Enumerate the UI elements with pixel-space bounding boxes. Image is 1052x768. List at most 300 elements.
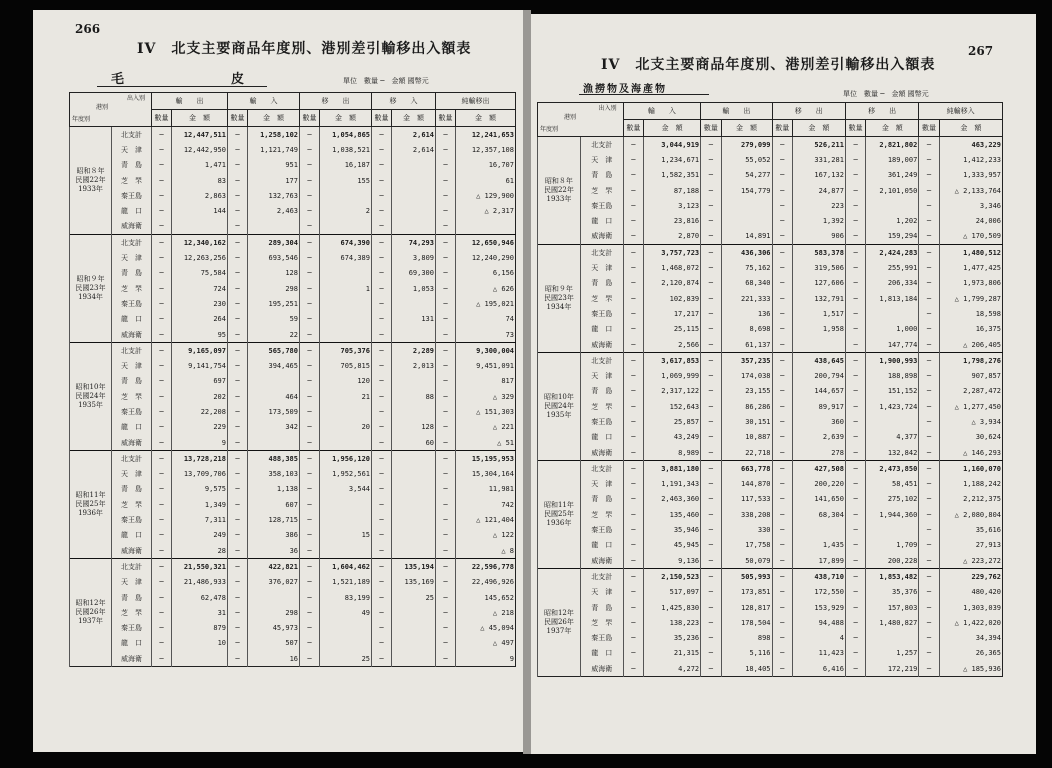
- amount-cell: 1,973,806: [939, 276, 1002, 291]
- amount-cell: 724: [172, 281, 228, 296]
- table-row-subtotal: [538, 137, 1003, 153]
- amount-cell: △ 206,405: [939, 337, 1002, 353]
- quantity-cell: ─: [772, 384, 792, 399]
- year-label: 1934年: [78, 293, 103, 302]
- amount-cell: △ 626: [456, 281, 516, 296]
- amount-cell: 75,162: [721, 260, 772, 275]
- amount-cell: 2,863: [172, 188, 228, 203]
- quantity-cell: ─: [372, 312, 392, 327]
- table-row: [70, 188, 516, 203]
- amount-cell: 1,423,724: [866, 399, 919, 414]
- quantity-cell: ─: [228, 281, 248, 296]
- quantity-cell: ─: [845, 198, 865, 213]
- amount-cell: △ 195,021: [456, 296, 516, 311]
- amount-cell: 22,596,778: [456, 559, 516, 575]
- quantity-cell: ─: [228, 497, 248, 512]
- amount-cell: 2,212,375: [939, 492, 1002, 507]
- right-page: [531, 14, 1036, 754]
- quantity-cell: ─: [845, 260, 865, 275]
- quantity-cell: ─: [845, 461, 865, 477]
- quantity-header: 數量: [701, 120, 721, 137]
- quantity-cell: ─: [845, 245, 865, 261]
- quantity-cell: ─: [623, 661, 643, 677]
- amount-cell: 30,151: [721, 414, 772, 429]
- quantity-cell: ─: [436, 605, 456, 620]
- quantity-cell: ─: [772, 445, 792, 461]
- amount-cell: 358,103: [248, 467, 300, 482]
- amount-cell: 17,899: [792, 553, 845, 569]
- amount-cell: △ 223,272: [939, 553, 1002, 569]
- quantity-cell: ─: [623, 477, 643, 492]
- port-name: 威海衛: [580, 661, 623, 677]
- header-corner: [538, 103, 624, 137]
- quantity-cell: ─: [228, 127, 248, 143]
- amount-cell: 2: [320, 203, 372, 218]
- table-row: [538, 276, 1003, 291]
- quantity-cell: ─: [372, 512, 392, 527]
- quantity-cell: ─: [300, 559, 320, 575]
- amount-cell: [392, 296, 436, 311]
- amount-cell: 12,340,162: [172, 235, 228, 251]
- amount-cell: [320, 188, 372, 203]
- quantity-cell: ─: [845, 183, 865, 198]
- quantity-cell: ─: [152, 482, 172, 497]
- quantity-cell: ─: [919, 337, 939, 353]
- table-row: [538, 507, 1003, 522]
- year-label: 1937年: [546, 627, 572, 636]
- amount-cell: 10,887: [721, 430, 772, 445]
- amount-cell: 200,220: [792, 477, 845, 492]
- amount-cell: 21,550,321: [172, 559, 228, 575]
- port-name: 威海衛: [580, 337, 623, 353]
- quantity-cell: ─: [300, 497, 320, 512]
- quantity-cell: ─: [701, 477, 721, 492]
- amount-cell: 438,645: [792, 353, 845, 369]
- quantity-cell: ─: [919, 569, 939, 585]
- table-row-subtotal: [70, 451, 516, 467]
- port-name: 威海衛: [112, 327, 152, 343]
- amount-cell: 9,575: [172, 482, 228, 497]
- amount-cell: 127,606: [792, 276, 845, 291]
- quantity-cell: ─: [701, 569, 721, 585]
- amount-cell: [392, 451, 436, 467]
- column-group-header: 純輸移入: [919, 103, 1003, 120]
- amount-cell: 94,488: [792, 615, 845, 630]
- amount-cell: [392, 528, 436, 543]
- year-label: 昭和９年: [76, 275, 105, 284]
- table-row: [538, 553, 1003, 569]
- quantity-header: 數量: [300, 110, 320, 127]
- trade-table-fishery: [537, 102, 1003, 677]
- port-name: 北支計: [112, 343, 152, 359]
- amount-cell: 35,376: [866, 585, 919, 600]
- quantity-cell: ─: [772, 183, 792, 198]
- quantity-cell: ─: [845, 661, 865, 677]
- quantity-cell: ─: [228, 296, 248, 311]
- quantity-cell: ─: [919, 198, 939, 213]
- column-group-header: 輸 入: [623, 103, 700, 120]
- amount-cell: 23,155: [721, 384, 772, 399]
- quantity-cell: ─: [300, 374, 320, 389]
- quantity-cell: ─: [152, 235, 172, 251]
- quantity-cell: ─: [436, 158, 456, 173]
- port-name: 天 津: [580, 368, 623, 383]
- amount-cell: 128,817: [721, 600, 772, 615]
- quantity-cell: ─: [845, 615, 865, 630]
- amount-cell: 9: [456, 651, 516, 667]
- quantity-cell: ─: [701, 430, 721, 445]
- quantity-cell: ─: [436, 266, 456, 281]
- amount-cell: 2,120,874: [644, 276, 701, 291]
- year-label: 昭和８年: [544, 177, 573, 186]
- amount-cell: 31: [172, 605, 228, 620]
- quantity-cell: ─: [372, 467, 392, 482]
- amount-cell: △ 218: [456, 605, 516, 620]
- year-label: 1937年: [78, 617, 103, 626]
- amount-cell: [320, 404, 372, 419]
- quantity-cell: ─: [300, 266, 320, 281]
- quantity-cell: ─: [845, 152, 865, 167]
- table-row: [70, 296, 516, 311]
- port-name: 青 島: [112, 590, 152, 605]
- quantity-cell: ─: [623, 414, 643, 429]
- amount-cell: 2,101,050: [866, 183, 919, 198]
- amount-cell: 16,707: [456, 158, 516, 173]
- amount-cell: 59: [248, 312, 300, 327]
- table-row: [70, 482, 516, 497]
- column-group-header: 輸 出: [701, 103, 772, 120]
- quantity-cell: ─: [845, 337, 865, 353]
- amount-cell: 907,857: [939, 368, 1002, 383]
- amount-cell: △ 121,404: [456, 512, 516, 527]
- year-label: 1935年: [78, 401, 103, 410]
- quantity-cell: ─: [701, 445, 721, 461]
- amount-cell: 172,550: [792, 585, 845, 600]
- amount-cell: 394,465: [248, 358, 300, 373]
- quantity-cell: ─: [845, 569, 865, 585]
- quantity-cell: ─: [623, 168, 643, 183]
- quantity-cell: ─: [152, 512, 172, 527]
- quantity-cell: ─: [919, 492, 939, 507]
- quantity-cell: ─: [300, 590, 320, 605]
- quantity-cell: ─: [623, 553, 643, 569]
- quantity-cell: ─: [436, 420, 456, 435]
- port-name: 北支計: [112, 235, 152, 251]
- table-row: [538, 538, 1003, 553]
- quantity-cell: ─: [228, 482, 248, 497]
- amount-cell: [456, 219, 516, 235]
- amount-cell: 195,251: [248, 296, 300, 311]
- port-name: 芝 罘: [112, 173, 152, 188]
- quantity-cell: ─: [436, 512, 456, 527]
- quantity-cell: ─: [623, 615, 643, 630]
- quantity-cell: ─: [228, 250, 248, 265]
- quantity-cell: ─: [919, 368, 939, 383]
- quantity-cell: ─: [919, 631, 939, 646]
- quantity-cell: ─: [436, 543, 456, 559]
- quantity-cell: ─: [623, 384, 643, 399]
- quantity-cell: ─: [152, 420, 172, 435]
- year-label: 昭和11年: [75, 491, 106, 500]
- quantity-cell: ─: [152, 127, 172, 143]
- amount-cell: 1,435: [792, 538, 845, 553]
- port-name: 威海衛: [580, 553, 623, 569]
- amount-cell: [392, 651, 436, 667]
- amount-cell: 13,728,218: [172, 451, 228, 467]
- table-row: [538, 661, 1003, 677]
- table-row: [538, 522, 1003, 537]
- quantity-cell: ─: [623, 569, 643, 585]
- amount-cell: [320, 435, 372, 451]
- amount-cell: [248, 435, 300, 451]
- port-name: 北支計: [580, 353, 623, 369]
- port-name: 青 島: [580, 168, 623, 183]
- quantity-cell: ─: [623, 461, 643, 477]
- corner-port-label: 港別: [96, 104, 109, 111]
- amount-cell: [392, 467, 436, 482]
- quantity-cell: ─: [919, 137, 939, 153]
- amount-cell: [392, 327, 436, 343]
- amount-cell: 1,471: [172, 158, 228, 173]
- quantity-cell: ─: [152, 451, 172, 467]
- amount-cell: 15: [320, 528, 372, 543]
- amount-cell: [392, 173, 436, 188]
- amount-cell: 144,870: [721, 477, 772, 492]
- quantity-cell: ─: [772, 152, 792, 167]
- amount-cell: 12,241,653: [456, 127, 516, 143]
- port-name: 秦王島: [112, 188, 152, 203]
- amount-cell: 11,981: [456, 482, 516, 497]
- amount-cell: [392, 482, 436, 497]
- amount-cell: 2,463,360: [644, 492, 701, 507]
- amount-cell: 9,165,097: [172, 343, 228, 359]
- amount-cell: 438,710: [792, 569, 845, 585]
- amount-header: 金 額: [939, 120, 1002, 137]
- quantity-cell: ─: [228, 374, 248, 389]
- amount-cell: 25,115: [644, 322, 701, 337]
- port-name: 天 津: [580, 477, 623, 492]
- table-row: [70, 250, 516, 265]
- table-row: [538, 183, 1003, 198]
- left-page: [33, 10, 523, 752]
- quantity-cell: ─: [701, 399, 721, 414]
- amount-cell: 17,217: [644, 306, 701, 321]
- quantity-cell: ─: [701, 260, 721, 275]
- table-row: [70, 389, 516, 404]
- amount-cell: 177: [248, 173, 300, 188]
- quantity-cell: ─: [845, 322, 865, 337]
- category-underline: [97, 86, 267, 87]
- port-name: 芝 罘: [112, 497, 152, 512]
- port-name: 秦王島: [580, 522, 623, 537]
- port-name: 威海衛: [112, 219, 152, 235]
- quantity-header: 數量: [919, 120, 939, 137]
- amount-cell: 1,425,830: [644, 600, 701, 615]
- amount-cell: 159,294: [866, 229, 919, 245]
- amount-header: 金 額: [320, 110, 372, 127]
- quantity-cell: ─: [701, 492, 721, 507]
- quantity-cell: ─: [772, 631, 792, 646]
- quantity-cell: ─: [372, 343, 392, 359]
- quantity-cell: ─: [701, 553, 721, 569]
- port-name: 秦王島: [112, 404, 152, 419]
- quantity-cell: ─: [152, 327, 172, 343]
- unit-note: 單位 數量 ─ 金額 國幣元: [343, 77, 429, 85]
- quantity-cell: ─: [372, 374, 392, 389]
- quantity-cell: ─: [772, 137, 792, 153]
- port-name: 天 津: [112, 358, 152, 373]
- table-row: [70, 467, 516, 482]
- table-row: [538, 337, 1003, 353]
- amount-cell: 62,478: [172, 590, 228, 605]
- quantity-cell: ─: [701, 461, 721, 477]
- quantity-cell: ─: [152, 312, 172, 327]
- quantity-cell: ─: [228, 559, 248, 575]
- corner-direction-label: 出入別: [598, 105, 617, 112]
- port-name: 天 津: [580, 260, 623, 275]
- table-row: [538, 384, 1003, 399]
- amount-cell: 1,521,189: [320, 575, 372, 590]
- port-name: 龍 口: [580, 213, 623, 228]
- amount-cell: 173,851: [721, 585, 772, 600]
- quantity-cell: ─: [436, 296, 456, 311]
- port-name: 芝 罘: [580, 507, 623, 522]
- table-row: [70, 512, 516, 527]
- amount-cell: 25: [392, 590, 436, 605]
- amount-cell: 26,365: [939, 646, 1002, 661]
- amount-cell: 1,900,993: [866, 353, 919, 369]
- amount-cell: 1,798,276: [939, 353, 1002, 369]
- quantity-cell: ─: [228, 312, 248, 327]
- quantity-cell: ─: [300, 250, 320, 265]
- amount-cell: 879: [172, 621, 228, 636]
- amount-cell: 34,394: [939, 631, 1002, 646]
- quantity-cell: ─: [152, 389, 172, 404]
- quantity-cell: ─: [300, 219, 320, 235]
- quantity-cell: ─: [919, 152, 939, 167]
- amount-cell: 1,853,482: [866, 569, 919, 585]
- quantity-cell: ─: [300, 327, 320, 343]
- quantity-cell: ─: [623, 399, 643, 414]
- amount-cell: 155: [320, 173, 372, 188]
- amount-cell: 22,208: [172, 404, 228, 419]
- quantity-cell: ─: [152, 343, 172, 359]
- amount-cell: 145,652: [456, 590, 516, 605]
- amount-cell: 22,496,926: [456, 575, 516, 590]
- quantity-cell: ─: [436, 235, 456, 251]
- table-row-subtotal: [538, 461, 1003, 477]
- quantity-header: 數量: [228, 110, 248, 127]
- amount-cell: 2,424,283: [866, 245, 919, 261]
- quantity-cell: ─: [772, 600, 792, 615]
- amount-cell: 135,460: [644, 507, 701, 522]
- amount-cell: [792, 337, 845, 353]
- amount-cell: 128: [248, 266, 300, 281]
- quantity-cell: ─: [152, 219, 172, 235]
- amount-cell: 742: [456, 497, 516, 512]
- quantity-cell: ─: [772, 368, 792, 383]
- amount-cell: 45,973: [248, 621, 300, 636]
- port-name: 北支計: [580, 137, 623, 153]
- quantity-cell: ─: [701, 276, 721, 291]
- year-label: 民國26年: [543, 618, 574, 627]
- amount-cell: 117,533: [721, 492, 772, 507]
- quantity-cell: ─: [701, 198, 721, 213]
- table-row: [70, 358, 516, 373]
- quantity-cell: ─: [772, 245, 792, 261]
- amount-cell: 2,614: [392, 142, 436, 157]
- amount-cell: △ 1,277,450: [939, 399, 1002, 414]
- port-name: 秦王島: [112, 296, 152, 311]
- quantity-cell: ─: [228, 343, 248, 359]
- amount-cell: 17,758: [721, 538, 772, 553]
- amount-cell: [392, 203, 436, 218]
- quantity-cell: ─: [772, 553, 792, 569]
- amount-cell: [320, 219, 372, 235]
- table-row: [70, 374, 516, 389]
- corner-year-label: 年度別: [72, 116, 91, 123]
- quantity-cell: ─: [372, 158, 392, 173]
- quantity-cell: ─: [228, 235, 248, 251]
- amount-cell: 9,300,004: [456, 343, 516, 359]
- amount-cell: 73: [456, 327, 516, 343]
- quantity-cell: ─: [300, 575, 320, 590]
- amount-cell: 1,709: [866, 538, 919, 553]
- quantity-cell: ─: [845, 585, 865, 600]
- amount-cell: 27,913: [939, 538, 1002, 553]
- quantity-cell: ─: [436, 528, 456, 543]
- quantity-cell: ─: [152, 173, 172, 188]
- amount-cell: 10: [172, 636, 228, 651]
- amount-cell: 249: [172, 528, 228, 543]
- year-label: 民國23年: [75, 284, 106, 293]
- amount-cell: [248, 374, 300, 389]
- quantity-cell: ─: [845, 306, 865, 321]
- amount-cell: 275,102: [866, 492, 919, 507]
- quantity-cell: ─: [372, 636, 392, 651]
- amount-cell: 61,137: [721, 337, 772, 353]
- amount-cell: 376,027: [248, 575, 300, 590]
- quantity-cell: ─: [228, 467, 248, 482]
- quantity-cell: ─: [372, 327, 392, 343]
- amount-cell: △ 497: [456, 636, 516, 651]
- amount-header: 金 額: [721, 120, 772, 137]
- quantity-cell: ─: [772, 661, 792, 677]
- port-name: 秦王島: [580, 306, 623, 321]
- amount-cell: 1,303,039: [939, 600, 1002, 615]
- port-name: 北支計: [112, 559, 152, 575]
- amount-cell: 951: [248, 158, 300, 173]
- amount-cell: 45,945: [644, 538, 701, 553]
- amount-cell: △ 129,900: [456, 188, 516, 203]
- amount-cell: 221,333: [721, 291, 772, 306]
- quantity-cell: ─: [372, 250, 392, 265]
- amount-cell: 342: [248, 420, 300, 435]
- commodity-category: 漁撈物及海產物: [583, 84, 667, 95]
- quantity-cell: ─: [228, 651, 248, 667]
- amount-cell: 1,944,360: [866, 507, 919, 522]
- amount-cell: 87,188: [644, 183, 701, 198]
- amount-cell: 279,099: [721, 137, 772, 153]
- amount-cell: [320, 636, 372, 651]
- amount-cell: 693,546: [248, 250, 300, 265]
- port-name: 天 津: [580, 152, 623, 167]
- amount-cell: 35,946: [644, 522, 701, 537]
- quantity-cell: ─: [701, 229, 721, 245]
- amount-cell: △ 8: [456, 543, 516, 559]
- year-cell: [70, 451, 112, 559]
- year-label: 民國25年: [543, 510, 574, 519]
